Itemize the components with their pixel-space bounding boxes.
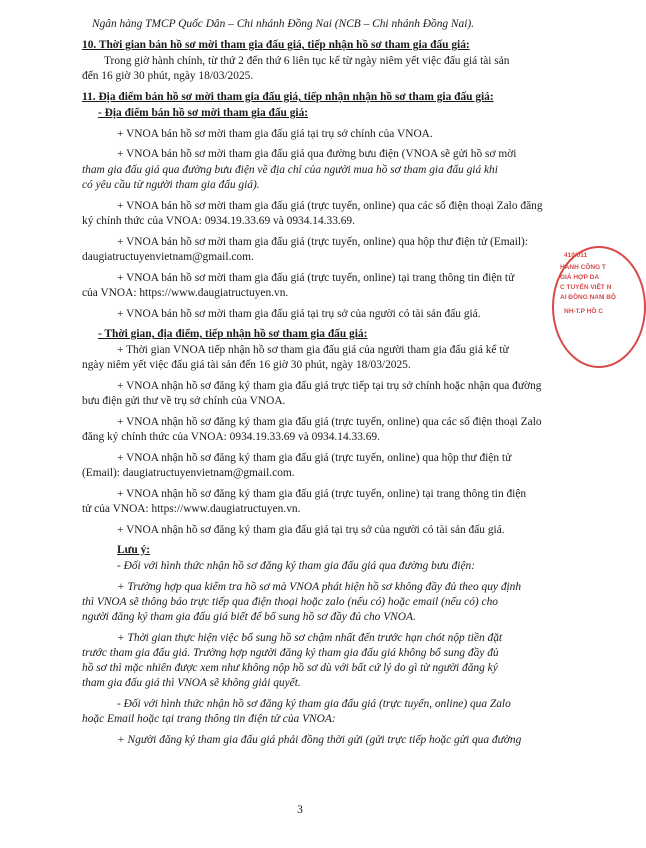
text-line: + Thời gian VNOA tiếp nhận hồ sơ tham gia đấu giá của người tham gia đấu giá kể từ [117,344,509,356]
text-line: (Email): daugiatructuyenvietnam@gmail.com. [82,467,295,479]
page-number: 3 [297,804,303,816]
text-line: tham gia đấu giá thì VNOA sẽ không giải quyết. [82,677,301,689]
text-line: - Đối với hình thức nhận hồ sơ đăng ký tham gia đấu giá (trực tuyến, online) qua Zalo [117,698,511,710]
text-line: ký chính thức của VNOA: 0934.19.33.69 và 0934.14.33.69. [82,215,355,227]
text-line: + VNOA bán hồ sơ mời tham gia đấu giá tại trụ sở chính của VNOA. [117,128,433,140]
stamp-text: 410/011 [564,252,588,259]
text-line: + VNOA nhận hồ sơ đăng ký tham gia đấu giá (trực tuyến, online) tại trang thông tin điện [117,488,527,500]
text-line: + VNOA nhận hồ sơ đăng ký tham gia đấu giá (trực tuyến, online) qua các số điện thoại Zalo [117,416,542,428]
text-line: - Đối với hình thức nhận hồ sơ đăng ký tham gia đấu giá qua đường bưu điện: [117,560,475,572]
text-line: tử của VNOA: https://www.daugiatructuyen.vn. [82,503,301,515]
text-line: người đăng ký tham gia đấu giá biết để bổ sung hồ sơ đầy đủ cho VNOA. [82,611,416,623]
text-line: + VNOA bán hồ sơ mời tham gia đấu giá tại trụ sở của người có tài sản đấu giá. [117,308,481,320]
text-line: Trong giờ hành chính, từ thứ 2 đến thứ 6 liên tục kể từ ngày niêm yết việc đấu giá tài sản [104,55,510,67]
text-line: đăng ký chính thức của VNOA: 0934.19.33.69 và 0934.14.33.69. [82,431,380,443]
text-line: + VNOA bán hồ sơ mời tham gia đấu giá (trực tuyến, online) qua các số điện thoại Zalo đăng [117,200,543,212]
text-line: tham gia đấu giá qua đường bưu điện về địa chỉ của người mua hồ sơ tham gia đấu giá khi [82,164,498,176]
company-stamp [552,246,646,368]
text-line: có yêu cầu từ người tham gia đấu giá). [82,179,260,191]
text-line: + Thời gian thực hiện việc bổ sung hồ sơ chậm nhất đến trước hạn chót nộp tiền đặt [117,632,503,644]
text-line: hoặc Email hoặc tại trang thông tin điện tử của VNOA: [82,713,336,725]
section-heading-11: 11. Địa điểm bán hồ sơ mời tham gia đấu giá, tiếp nhận nhận hồ sơ tham gia đấu giá: [82,91,494,103]
text-line: + VNOA bán hồ sơ mời tham gia đấu giá qua đường bưu điện (VNOA sẽ gửi hồ sơ mời [117,148,517,160]
text-line: + VNOA nhận hồ sơ đăng ký tham gia đấu giá tại trụ sở của người có tài sản đấu giá. [117,524,505,536]
text-line: + VNOA bán hồ sơ mời tham gia đấu giá (trực tuyến, online) qua hộp thư điện tử (Email): [117,236,529,248]
stamp-text: HÀNH CÔNG T [560,264,606,271]
stamp-text: AI ĐỒNG NAM BỘ [560,294,616,301]
text-line: + VNOA nhận hồ sơ đăng ký tham gia đấu giá (trực tuyến, online) qua hộp thư điện tử [117,452,512,464]
text-line: trước tham gia đấu giá. Trường hợp người đăng ký tham gia đấu giá không bổ sung đầy đủ [82,647,499,659]
note-heading: Lưu ý: [117,544,151,556]
text-line: đến 16 giờ 30 phút, ngày 18/03/2025. [82,70,254,82]
text-line: + Trường hợp qua kiểm tra hồ sơ mà VNOA phát hiện hồ sơ không đầy đủ theo quy định [117,581,522,593]
text-line: Ngân hàng TMCP Quốc Dân – Chi nhánh Đồng Nai (NCB – Chi nhánh Đồng Nai). [92,18,475,30]
text-line: + VNOA nhận hồ sơ đăng ký tham gia đấu giá trực tiếp tại trụ sở chính hoặc nhận qua đường [117,380,542,392]
section-heading-10: 10. Thời gian bán hồ sơ mời tham gia đấu giá, tiếp nhận hồ sơ tham gia đấu giá: [82,39,470,51]
text-line: + Người đăng ký tham gia đấu giá phải đồng thời gửi (gửi trực tiếp hoặc gửi qua đường [117,734,522,746]
text-line: thì VNOA sẽ thông báo trực tiếp qua điện thoại hoặc zalo (nếu có) hoặc email (nếu có) cho [82,596,498,608]
text-line: hồ sơ thì mặc nhiên được xem như không nộp hồ sơ dù với bất cứ lý do gì từ người đăng ký [82,662,498,674]
stamp-text: NH-T.P HỒ C [564,308,603,315]
subsection-heading: - Thời gian, địa điểm, tiếp nhận hồ sơ tham gia đấu giá: [98,328,368,340]
subsection-heading: - Địa điểm bán hồ sơ mời tham gia đấu giá: [98,107,309,119]
text-line: daugiatructuyenvietnam@gmail.com. [82,251,254,263]
text-line: + VNOA bán hồ sơ mời tham gia đấu giá (trực tuyến, online) tại trang thông tin điện tử [117,272,515,284]
stamp-text: C TUYẾN VIỆT N [560,284,612,291]
text-line: của VNOA: https://www.daugiatructuyen.vn. [82,287,289,299]
text-line: ngày niêm yết việc đấu giá tài sản đến 16 giờ 30 phút, ngày 18/03/2025. [82,359,411,371]
stamp-text: GIÁ HỢP DA [560,274,600,281]
text-line: bưu điện gửi thư về trụ sở chính của VNOA. [82,395,286,407]
